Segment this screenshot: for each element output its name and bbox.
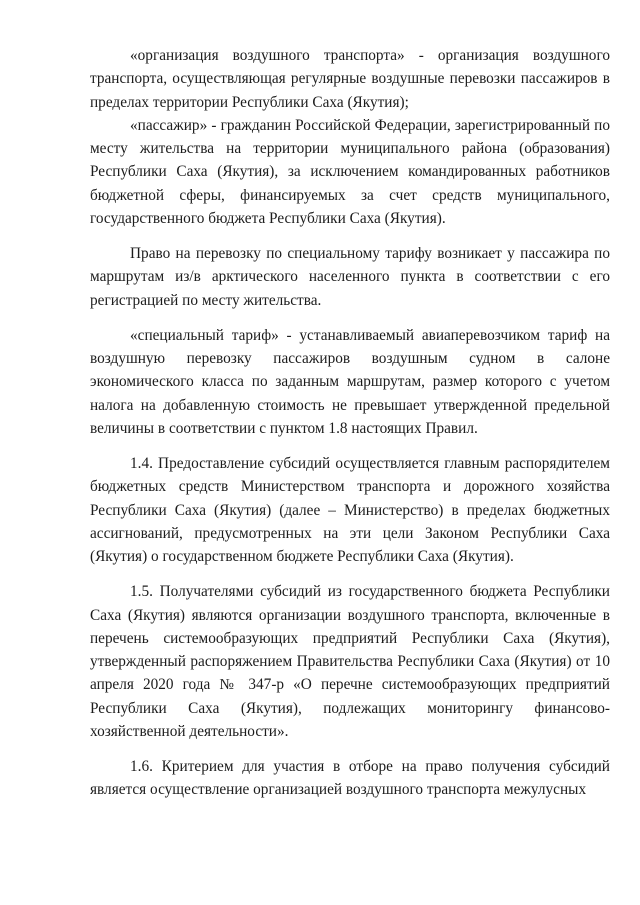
paragraph-definition-special-tariff: «специальный тариф» - устанавливаемый авиаперевозчиком тариф на воздушную перевозку пассажиров воздушным судном в салоне экономического класса по заданным маршрутам, размер которого с учетом налога на добавленную стоимость не превышает утвержденной предельной величины в соответствии с пунктом 1.8 настоящих Правил. (90, 326, 610, 437)
paragraph-1-4: 1.4. Предоставление субсидий осуществляется главным распорядителем бюджетных средств Министерством транспорта и дорожного хозяйства Республики Саха (Якутия) (далее – Министерство) в пределах бюджетных ассигнований, предусмотренных на эти цели Законом Республики Саха (Якутия) о государственном бюджете Республики Саха (Якутия). (90, 455, 610, 565)
paragraph-definition-air-transport-org: «организация воздушного транспорта» - организация воздушного транспорта, осуществляющая регулярные воздушные перевозки пассажиров в пределах территории Республики Саха (Якутия); (90, 47, 610, 111)
paragraph-1-5: 1.5. Получателями субсидий из государственного бюджета Республики Саха (Якутия) являются организации воздушного транспорта, включенные в перечень системообразующих предприятий Республики Саха (Якутия), утвержденный распоряжением Правительства Республики Саха (Якутия) от 10 апреля 2020 года № 347-р «О перечне системообразующих предприятий Республики Саха (Якутия), подлежащих мониторингу финансово-хозяйственной деятельности». (90, 583, 610, 740)
paragraph-definition-passenger: «пассажир» - гражданин Российской Федерации, зарегистрированный по месту жительства на территории муниципального района (образования) Республики Саха (Якутия), за исключением командированных работников бюджетной сферы, финансируемых за счет средств муниципального, государственного бюджета Республики Саха (Якутия). (90, 116, 610, 227)
paragraph-1-6: 1.6. Критерием для участия в отборе на право получения субсидий является осуществление организацией воздушного транспорта межулусных (90, 758, 610, 799)
paragraph-special-tariff-right: Право на перевозку по специальному тарифу возникает у пассажира по маршрутам из/в арктического населенного пункта в соответствии с его регистрацией по месту жительства. (90, 245, 610, 309)
document-body (90, 44, 610, 802)
